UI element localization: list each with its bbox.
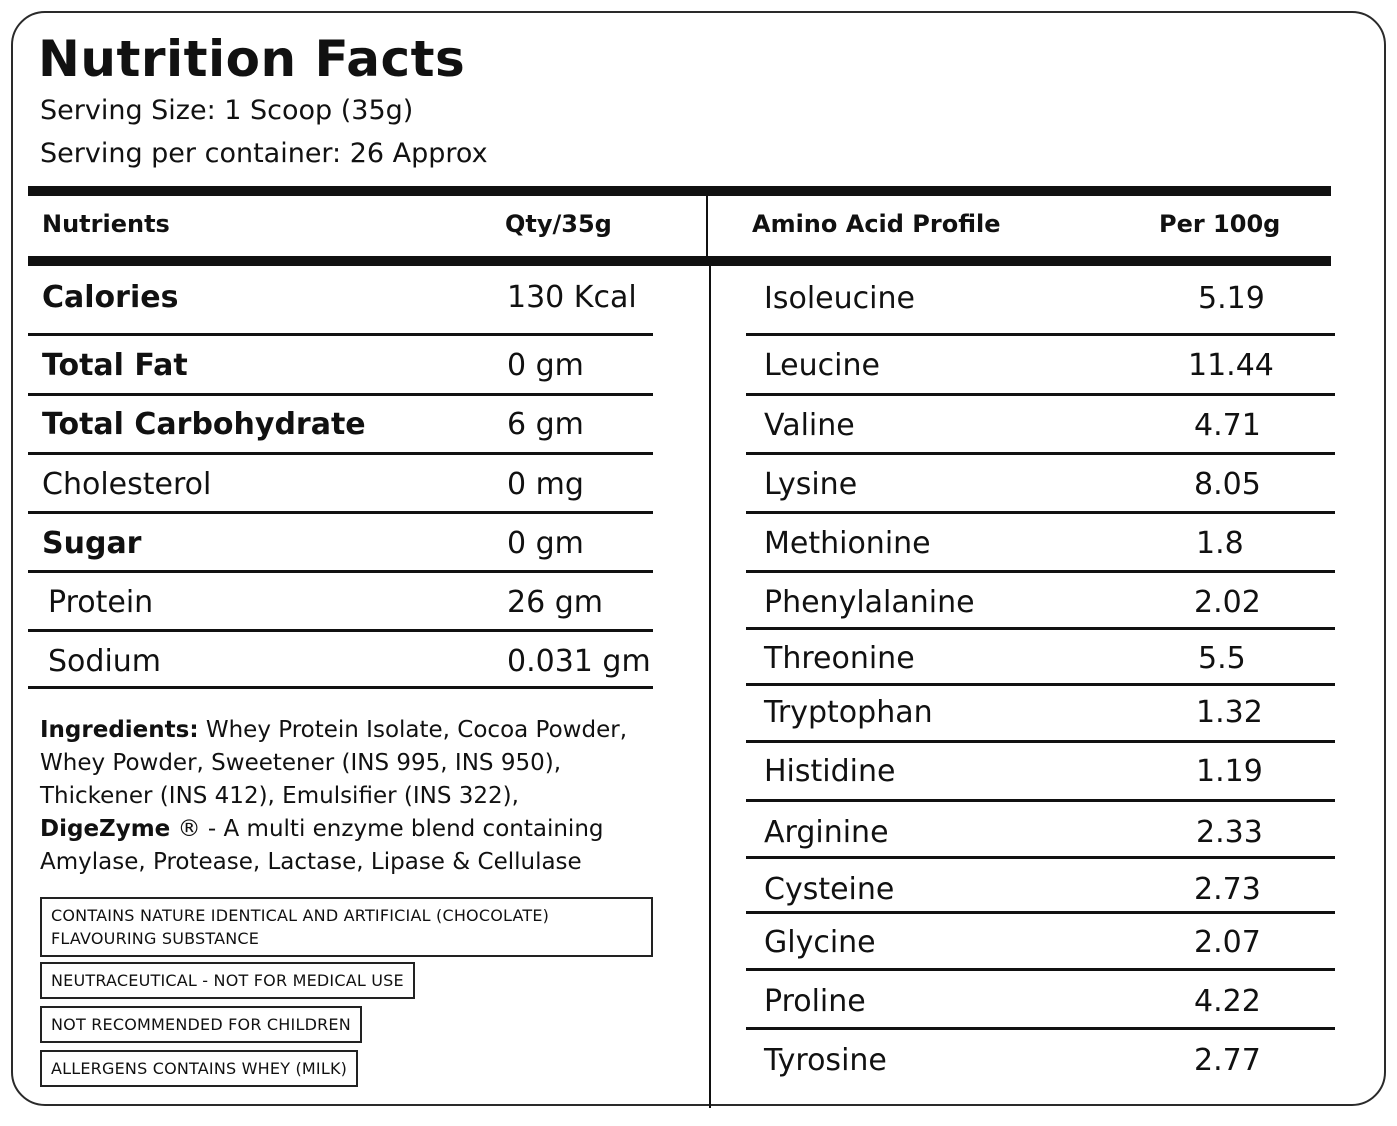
amino-value: 4.22 — [1194, 984, 1261, 1019]
amino-name: Arginine — [764, 815, 889, 850]
nutrient-value: 130 Kcal — [507, 280, 637, 315]
nutrient-value: 0.031 gm — [507, 644, 651, 679]
row-rule — [746, 627, 1335, 630]
amino-value: 2.73 — [1194, 872, 1261, 907]
row-rule — [28, 629, 653, 632]
nutrient-name: Protein — [48, 585, 154, 620]
row-rule — [746, 911, 1335, 914]
ingredients-list: Whey Protein Isolate, Cocoa Powder, Whey Powder, Sweetener (INS 995, INS 950), Thickener (INS 412), Emulsifier (INS 322), — [40, 717, 628, 809]
nutrient-value: 6 gm — [507, 407, 584, 442]
amino-name: Methionine — [764, 526, 931, 561]
amino-value: 2.07 — [1194, 925, 1261, 960]
label-title: Nutrition Facts — [38, 30, 466, 88]
registered-mark: ® — [177, 816, 201, 842]
nutrient-name: Total Fat — [42, 348, 188, 383]
nutrient-name: Sugar — [42, 526, 142, 561]
header-column-divider — [706, 196, 708, 266]
amino-name: Threonine — [764, 641, 915, 676]
flavour-notice: CONTAINS NATURE IDENTICAL AND ARTIFICIAL (CHOCOLATE) FLAVOURING SUBSTANCE — [40, 897, 653, 957]
qty-header: Qty/35g — [505, 210, 612, 238]
row-rule — [28, 570, 653, 573]
brand-description: - A multi enzyme blend containing Amylase, Protease, Lactase, Lipase & Cellulase — [40, 816, 604, 875]
nutrient-value: 0 mg — [507, 467, 584, 502]
row-rule — [28, 452, 653, 455]
amino-name: Isoleucine — [764, 281, 915, 316]
amino-header: Amino Acid Profile — [752, 210, 1001, 238]
amino-value: 1.32 — [1196, 695, 1263, 730]
row-rule — [746, 452, 1335, 455]
amino-name: Phenylalanine — [764, 585, 975, 620]
nutrient-name: Calories — [42, 280, 179, 315]
header-bottom-rule — [28, 256, 1331, 266]
amino-name: Glycine — [764, 925, 876, 960]
row-rule — [746, 393, 1335, 396]
children-notice: NOT RECOMMENDED FOR CHILDREN — [40, 1006, 362, 1043]
amino-name: Proline — [764, 984, 866, 1019]
amino-value: 2.77 — [1194, 1043, 1261, 1078]
row-rule — [28, 511, 653, 514]
amino-value: 11.44 — [1188, 348, 1274, 383]
nutrient-name: Cholesterol — [42, 467, 212, 502]
row-rule — [746, 333, 1335, 336]
amino-value: 8.05 — [1194, 467, 1261, 502]
row-rule — [746, 740, 1335, 743]
ingredients-label: Ingredients: — [40, 717, 199, 743]
row-rule — [746, 799, 1335, 802]
nutrient-value: 0 gm — [507, 348, 584, 383]
row-rule — [746, 511, 1335, 514]
amino-value: 1.8 — [1196, 526, 1244, 561]
nutrient-name: Sodium — [48, 644, 162, 679]
row-rule — [28, 686, 653, 689]
row-rule — [746, 856, 1335, 859]
amino-name: Tryptophan — [764, 695, 933, 730]
amino-value: 1.19 — [1196, 754, 1263, 789]
brand-name: DigeZyme — [40, 816, 171, 842]
allergen-notice: ALLERGENS CONTAINS WHEY (MILK) — [40, 1050, 358, 1087]
amino-name: Lysine — [764, 467, 858, 502]
header-top-rule — [28, 186, 1331, 196]
row-rule — [28, 333, 653, 336]
servings-per-container: Serving per container: 26 Approx — [40, 138, 488, 169]
row-rule — [746, 968, 1335, 971]
amino-name: Tyrosine — [764, 1043, 887, 1078]
amino-value: 2.33 — [1196, 815, 1263, 850]
amino-name: Cysteine — [764, 872, 895, 907]
amino-name: Histidine — [764, 754, 896, 789]
per100-header: Per 100g — [1159, 210, 1281, 238]
nutrient-name: Total Carbohydrate — [42, 407, 366, 442]
amino-value: 5.5 — [1198, 641, 1246, 676]
body-column-divider — [709, 264, 711, 1108]
nutrient-value: 0 gm — [507, 526, 584, 561]
amino-name: Valine — [764, 408, 855, 443]
amino-value: 5.19 — [1198, 281, 1265, 316]
amino-value: 4.71 — [1194, 408, 1261, 443]
amino-name: Leucine — [764, 348, 880, 383]
serving-size: Serving Size: 1 Scoop (35g) — [40, 95, 414, 126]
row-rule — [746, 683, 1335, 686]
row-rule — [746, 1027, 1335, 1030]
nutrient-value: 26 gm — [507, 585, 603, 620]
ingredients-text — [40, 714, 680, 879]
row-rule — [746, 570, 1335, 573]
nutraceutical-notice: NEUTRACEUTICAL - NOT FOR MEDICAL USE — [40, 962, 415, 999]
row-rule — [28, 393, 653, 396]
amino-value: 2.02 — [1194, 585, 1261, 620]
nutrients-header: Nutrients — [42, 210, 170, 238]
